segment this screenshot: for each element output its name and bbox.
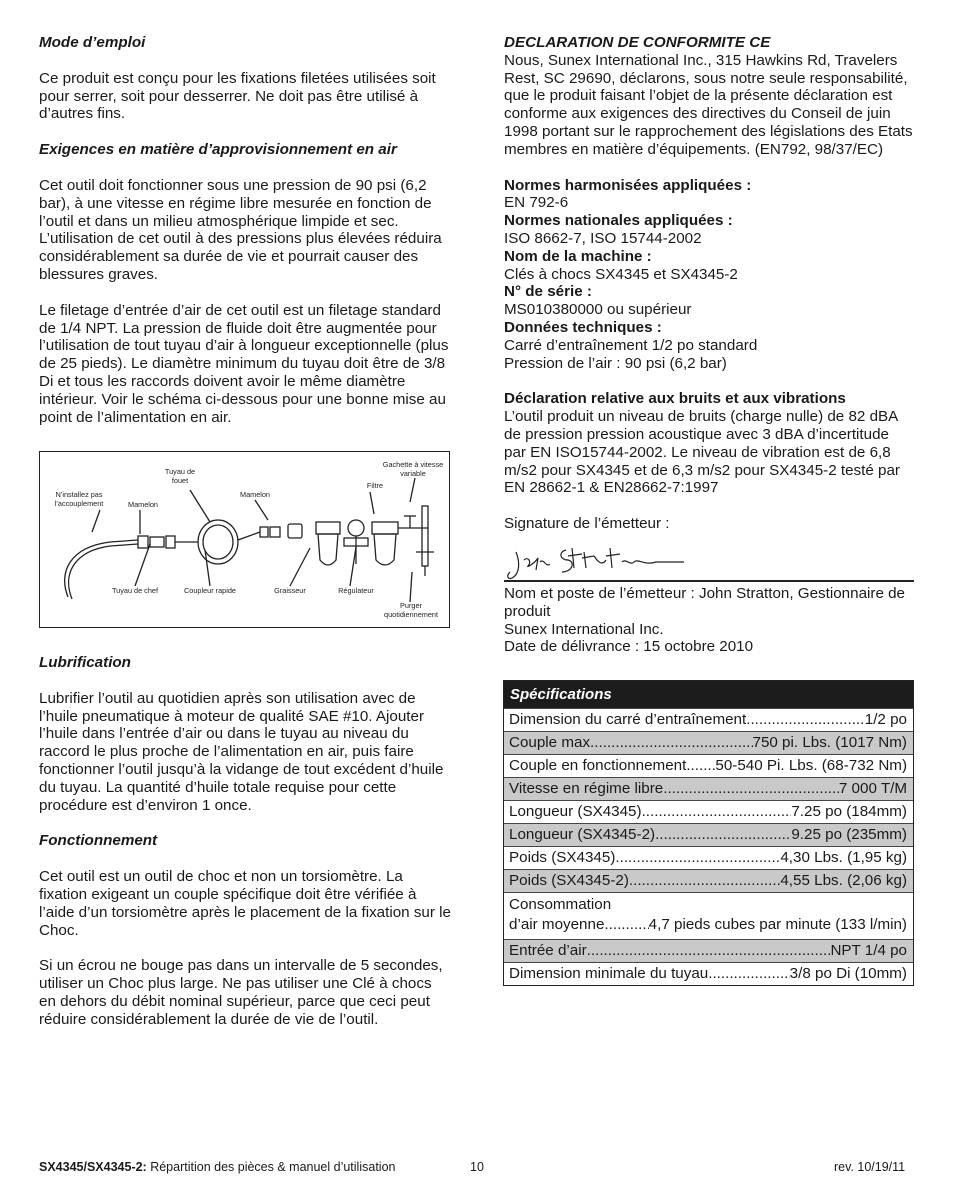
tech-label: Données techniques :: [504, 318, 662, 336]
company-text: Sunex International Inc.: [504, 620, 664, 638]
emetteur-block: [504, 585, 914, 656]
date-text: Date de délivrance : 15 octobre 2010: [504, 638, 754, 656]
signature-line: [504, 580, 914, 582]
signature-image: [506, 540, 686, 582]
fonc-text-2: Si un écrou ne bouge pas dans un intervalle de 5 secondes, utiliser un Choc plus large. Ne pas utiliser une Clé à chocs en dehors du débit nominal supérieur, parce que ceci peut réduire considérablement la durée de vie de l’outil.: [39, 957, 443, 1028]
decl-title: DECLARATION DE CONFORMITE CE: [504, 34, 771, 51]
spec-value: NPT 1/4 po: [830, 942, 907, 959]
spec-value: 4,7 pieds cubes par minute (133 l/min): [648, 916, 907, 933]
spec-row: [504, 823, 913, 846]
spec-value: 4,55 Lbs. (2,06 kg): [780, 872, 907, 889]
spec-value: 4,30 Lbs. (1,95 kg): [780, 849, 907, 866]
mode-title: Mode d’emploi: [39, 34, 146, 51]
revision: rev. 10/19/11: [834, 1160, 906, 1174]
spec-row: [504, 800, 913, 823]
air-supply-diagram: [39, 451, 450, 628]
serie-label: N° de série :: [504, 283, 592, 301]
label-filtre: Filtre: [366, 481, 384, 490]
label-coupleur: Coupleur rapide: [184, 586, 236, 595]
spec-label: Poids (SX4345-2): [509, 872, 629, 889]
spec-title: Spécifications: [504, 681, 913, 708]
spec-value: 50-540 Pi. Lbs. (68-732 Nm): [715, 757, 907, 774]
normes-nat-value: ISO 8662-7, ISO 15744-2002: [504, 229, 702, 247]
machine-value: Clés à chocs SX4345 et SX4345-2: [504, 265, 738, 283]
normes-harm-label: Normes harmonisées appliquées :: [504, 176, 752, 194]
emetteur-text: Nom et poste de l’émetteur : John Stratton, Gestionnaire de produit: [504, 585, 906, 620]
spec-label: Vitesse en régime libre: [509, 780, 664, 797]
specifications-table: [503, 680, 914, 986]
spec-row: [504, 754, 913, 777]
footer-title: [39, 1159, 395, 1175]
label-purger: Purger quotidiennement: [384, 601, 438, 619]
spec-row: [504, 939, 913, 962]
serie-value: MS010380000 ou supérieur: [504, 301, 692, 319]
spec-value: 1/2 po: [864, 711, 907, 728]
mode-text: Ce produit est conçu pour les fixations filetées utilisées soit pour serrer, soit pour desserrer. Ne doit pas être utilisé à d’autres fins.: [39, 69, 436, 123]
spec-row: [504, 777, 913, 800]
fonc-text-1: Cet outil est un outil de choc et non un torsiomètre. La fixation exigeant un couple spécifique doit être vérifiée à l’aide d’un torsiomètre après le placement de la fixation sur le Choc.: [39, 868, 451, 939]
spec-row: [504, 708, 913, 731]
spec-value: 3/8 po Di (10mm): [789, 965, 907, 982]
spec-label: Dimension minimale du tuyau: [509, 965, 709, 982]
machine-label: Nom de la machine :: [504, 247, 652, 265]
lub-text: Lubrifier l’outil au quotidien après son utilisation avec de l’huile pneumatique à moteur de qualité SAE #10. Ajouter l’huile dans l’entrée d’air ou dans le tuyau au niveau du raccord le plus proche de l’alimentation en air, puis faire fonctionner l’outil jusqu’à la vidange de tout excédent d’huile du tuyau. La quantité d’huile totale requise pour cette procédure est d’environ 1 once.: [39, 689, 444, 814]
label-tuyau-chef: Tuyau de chef: [112, 586, 158, 595]
signature-label: Signature de l’émetteur :: [504, 515, 670, 533]
spec-label-2: d’air moyenne: [509, 916, 605, 933]
bruit-label: Déclaration relative aux bruits et aux vibrations: [504, 390, 846, 408]
spec-label: Consommation: [509, 896, 612, 913]
spec-label: Dimension du carré d’entraînement: [509, 711, 747, 728]
label-mamelon-1: Mamelon: [127, 500, 158, 509]
spec-row: [504, 962, 913, 985]
left-column: [39, 34, 451, 426]
spec-row: [504, 892, 913, 939]
page-number: 10: [470, 1160, 484, 1174]
tech-value-2: Pression de l’air : 90 psi (6,2 bar): [504, 354, 727, 372]
air-title: Exigences en matière d’approvisionnement en air: [39, 141, 397, 159]
normes-harm-value: EN 792-6: [504, 194, 569, 212]
spec-row: [504, 869, 913, 892]
fonc-title: Fonctionnement: [39, 832, 158, 850]
normes-nat-label: Normes nationales appliquées :: [504, 212, 733, 230]
spec-label: Entrée d’air: [509, 942, 587, 959]
lub-title: Lubrification: [39, 654, 131, 671]
spec-label: Couple en fonctionnement: [509, 757, 687, 774]
label-ninstallez: N’installez pas l’accouplement: [54, 490, 104, 508]
label-graisseur: Graisseur: [274, 586, 306, 595]
spec-label: Longueur (SX4345): [509, 803, 642, 820]
tech-value-1: Carré d’entraînement 1/2 po standard: [504, 336, 758, 354]
spec-label: Poids (SX4345): [509, 849, 616, 866]
spec-label: Longueur (SX4345-2): [509, 826, 656, 843]
air-text-1: Cet outil doit fonctionner sous une pression de 90 psi (6,2 bar), à une vitesse en régime libre mesurée en fonction de l’outil et dans un milieu atmosphérique limpide et sec. L’utilisation de cet outil à des pressions plus élevées réduira considérablement sa durée de vie et pourrait causer des blessures graves.: [39, 176, 442, 283]
spec-value: 750 pi. Lbs. (1017 Nm): [752, 734, 907, 751]
spec-value: 7 000 T/M: [838, 780, 907, 797]
spec-value: 7.25 po (184mm): [791, 803, 907, 820]
label-tuyau-fouet: Tuyau de fouet: [164, 467, 196, 485]
left-column-lower: [39, 654, 451, 1029]
spec-row: [504, 731, 913, 754]
label-mamelon-2: Mamelon: [239, 490, 270, 499]
label-gachette: Gachette à vitesse variable: [382, 460, 444, 478]
label-regulateur: Régulateur: [338, 586, 374, 595]
spec-label: Couple max: [509, 734, 591, 751]
air-text-2: Le filetage d’entrée d’air de cet outil est un filetage standard de 1/4 NPT. La pression de fluide doit être augmentée pour l’utilisation de tout tuyau d’air à longueur exceptionnelle (plus de 25 pieds). Le diamètre minimum du tuyau doit être de 3/8 Di et tous les raccords doivent avoir le même diamètre intérieur. Voir le schéma ci-dessous pour une bonne mise au point de l’alimentation en air.: [39, 301, 449, 426]
bruit-text: L’outil produit un niveau de bruits (charge nulle) de 82 dBA de pression pression acoustique avec 3 dBA d’incertitude par EN ISO15744-2002. Le niveau de vibration est de 6,8 m/s2 pour SX4345 et de 6,3 m/s2 pour SX4345-2 testé par EN 28662-1 & EN28662-7:1997: [504, 408, 900, 497]
footer-model: SX4345/SX4345-2:: [39, 1160, 147, 1174]
spec-value: 9.25 po (235mm): [791, 826, 907, 843]
spec-row: [504, 846, 913, 869]
footer-desc: Répartition des pièces & manuel d’utilisation: [146, 1160, 396, 1174]
decl-text: Nous, Sunex International Inc., 315 Hawkins Rd, Travelers Rest, SC 29690, déclarons, sous notre seule responsabilité, que le produit faisant l’objet de la présente déclaration est conforme aux exigences des directives du Conseil de juin 1998 portant sur le rapprochement des législations des Etats membres en matière d’équipements. (EN792, 98/37/EC): [504, 51, 913, 158]
right-column: [504, 34, 914, 533]
